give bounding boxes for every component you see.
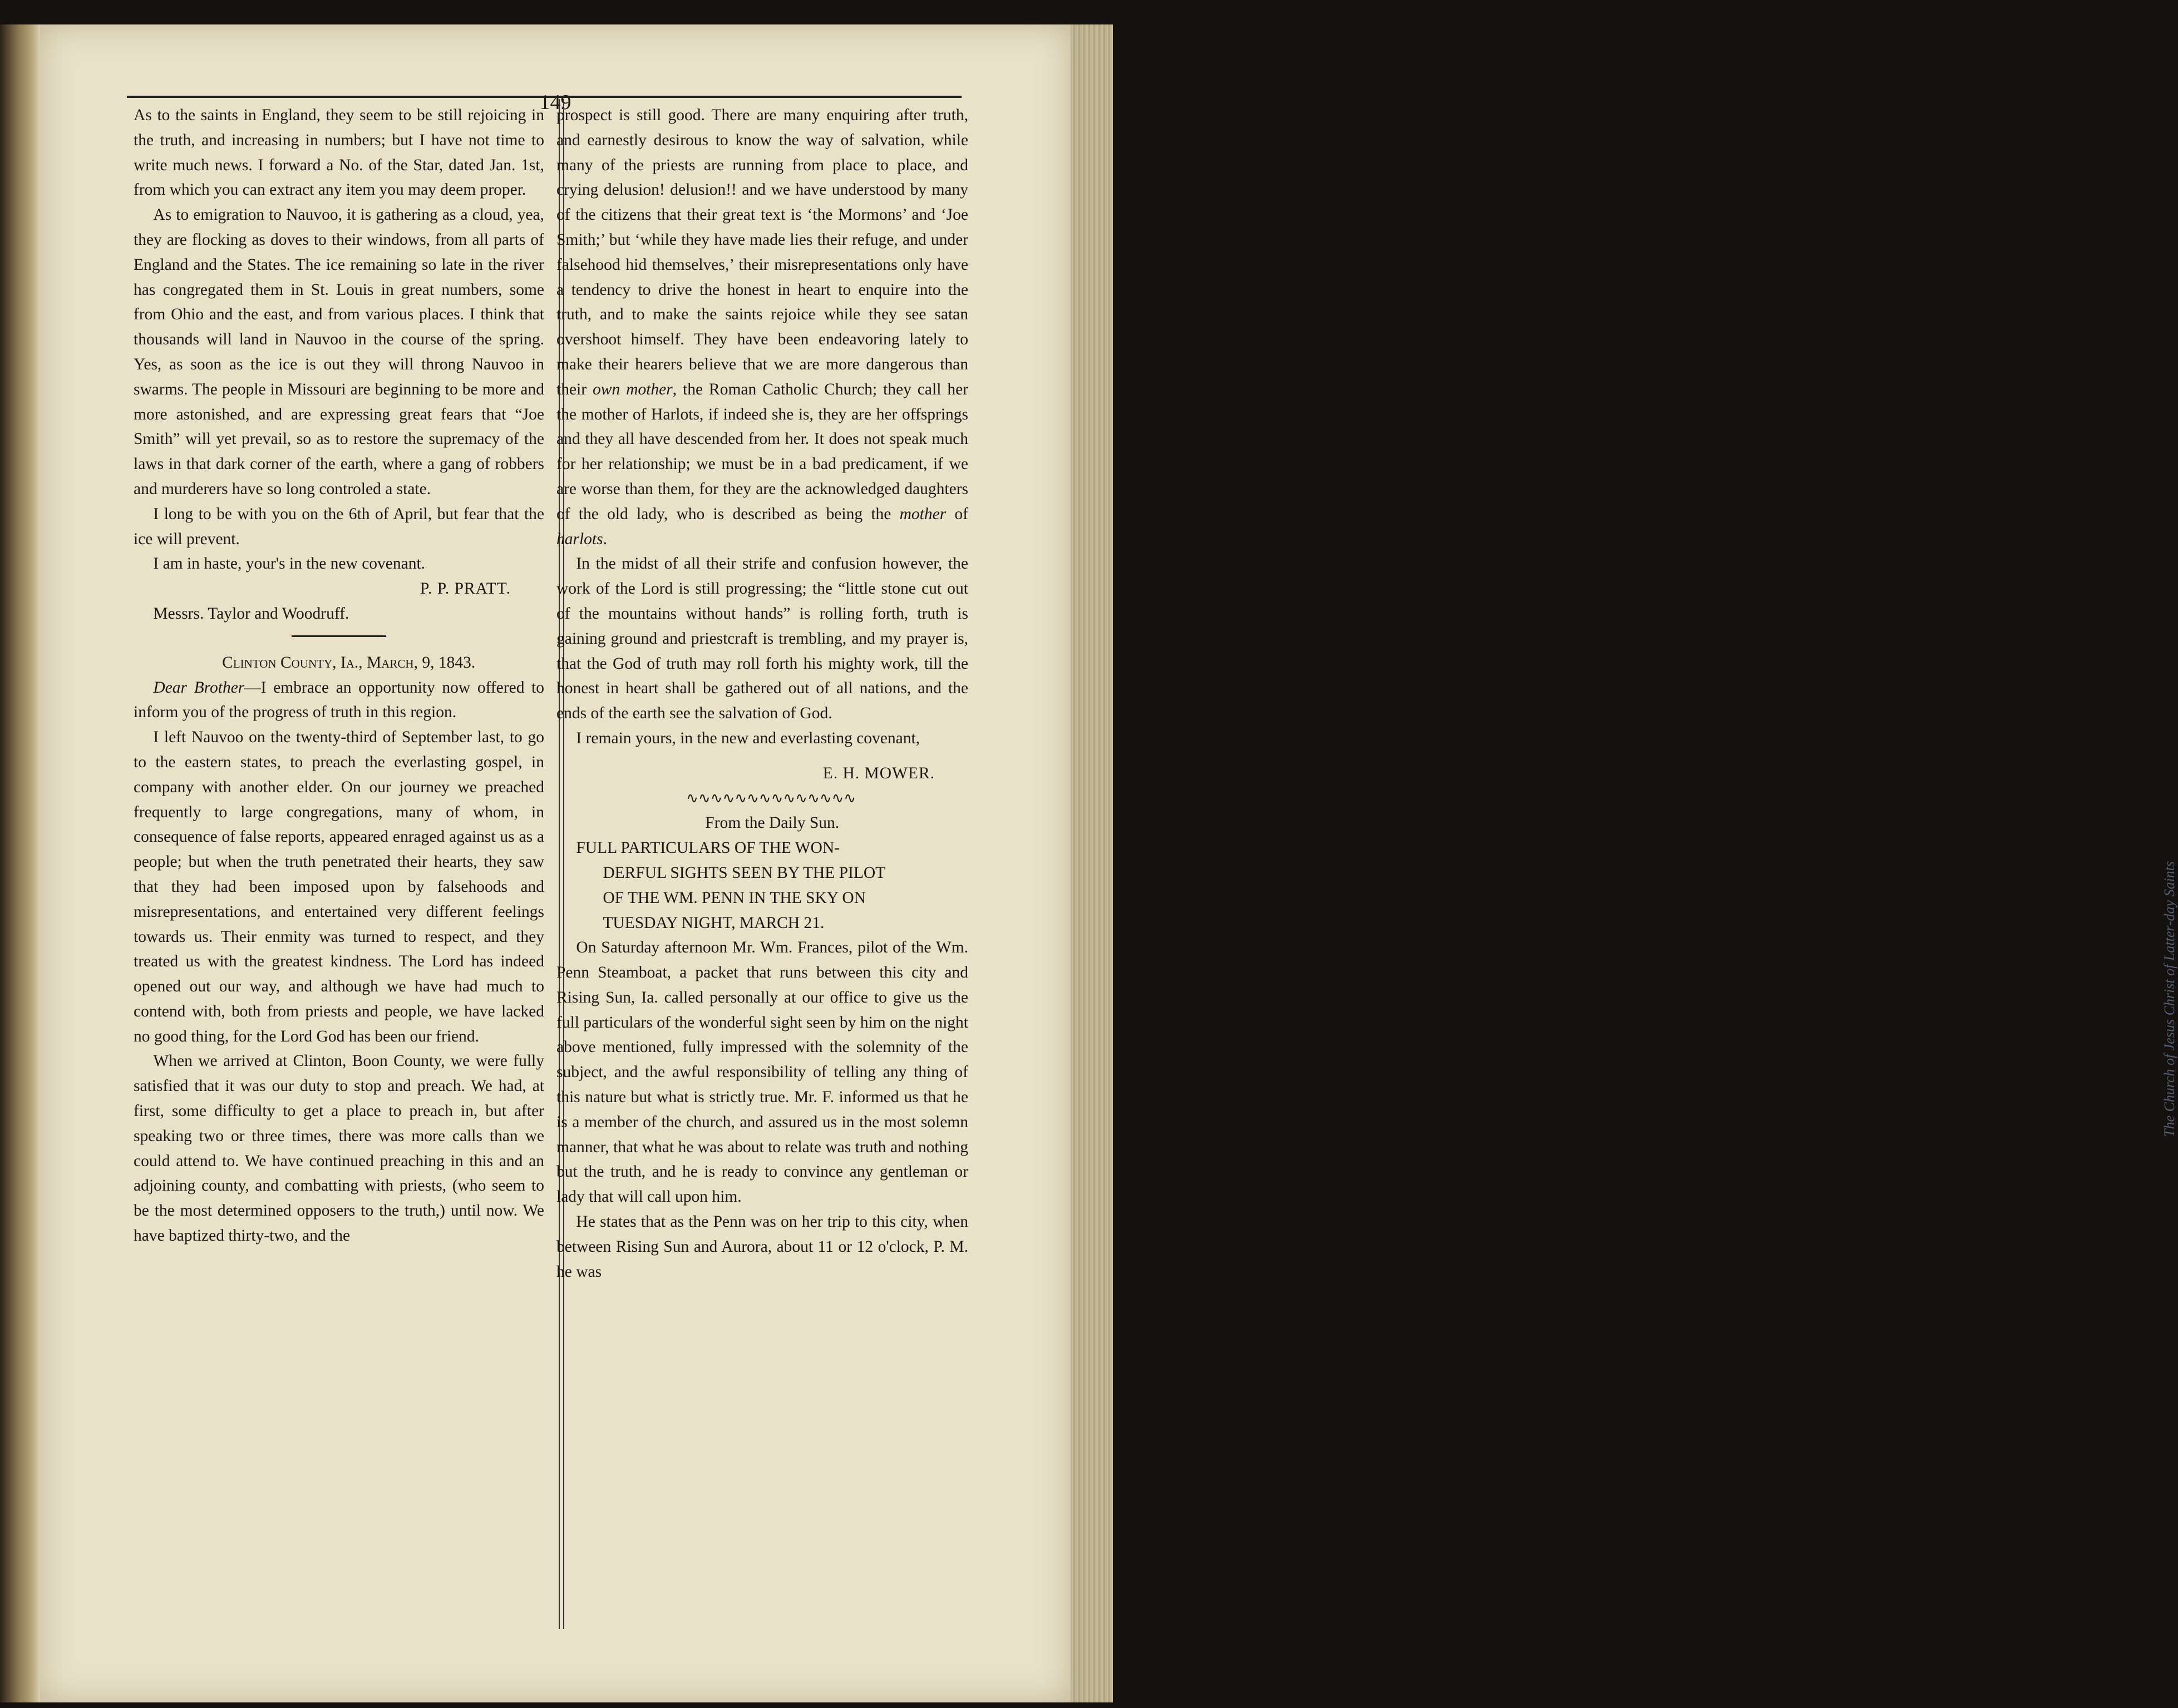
section-rule bbox=[292, 635, 386, 637]
paragraph: When we arrived at Clinton, Boon County, we were fully satisfied that it was our duty to stop and preach. We had, at first, some difficulty to get a place to preach in, but after speaking two or three times, there was more calls than we could attend to. We have continued preaching in this and an adjoining county, and combatting with priests, (who seem to be the most determined opposers to the truth,) until now. We have baptized thirty-two, and the bbox=[134, 1052, 544, 1245]
page-edge bbox=[1071, 24, 2177, 1702]
source-line: From the Daily Sun. bbox=[705, 814, 840, 832]
text-run: . bbox=[603, 530, 607, 548]
addressee: Messrs. Taylor and Woodruff. bbox=[153, 604, 349, 623]
letter-opening bbox=[134, 675, 544, 725]
salutation: Dear Brother bbox=[153, 678, 245, 697]
italic-mother: mother bbox=[899, 505, 947, 523]
paragraph: He states that as the Penn was on her trip to this city, when between Rising Sun and Aurora, about 11 or 12 o'clock, P. M. he was bbox=[556, 1213, 968, 1281]
headline-line-2: DERFUL SIGHTS SEEN BY THE PILOT bbox=[603, 863, 886, 882]
dateline: Clinton County, Ia., March, 9, 1843. bbox=[222, 653, 476, 672]
left-column bbox=[134, 103, 544, 1248]
paragraph: I remain yours, in the new and everlasting covenant, bbox=[576, 729, 920, 747]
paragraph: As to emigration to Nauvoo, it is gathering as a cloud, yea, they are flocking as doves to their windows, from all parts of England and the States. The ice remaining so late in the river has congregated them in St. Louis in great numbers, some from Ohio and the east, and from various places. I think that thousands will land in Nauvoo in the course of the spring. Yes, as soon as the ice is out they will throng Nauvoo in swarms. The people in Missouri are beginning to be more and more astonished, and are expressing great fears that “Joe Smith” will yet prevail, so as to restore the supremacy of the laws in that dark corner of the earth, where a gang of robbers and murderers have so long controled a state. bbox=[134, 206, 544, 498]
paragraph bbox=[556, 103, 968, 551]
headline-line-1: FULL PARTICULARS OF THE WON- bbox=[576, 839, 840, 857]
italic-own-mother: own mother bbox=[593, 380, 673, 398]
headline-line-4: TUESDAY NIGHT, MARCH 21. bbox=[603, 914, 825, 932]
header-rule bbox=[127, 96, 962, 98]
paragraph: On Saturday afternoon Mr. Wm. Frances, pilot of the Wm. Penn Steamboat, a packet that runs between this city and Rising Sun, Ia. called personally at our office to give us the full particulars of the wonderful sight seen by him on the night above mentioned, fully impressed with the solemnity of the subject, and the awful responsibility of telling any thing of this nature but what is strictly true. Mr. F. informed us that he is a member of the church, and assured us in the most solemn manner, that what he was about to relate was truth and nothing but the truth, and he is ready to convince any gentleman or lady that will call upon him. bbox=[556, 939, 968, 1206]
signature-pratt: P. P. PRATT. bbox=[420, 580, 511, 598]
spine-watermark: The Church of Jesus Christ of Latter-day Saints bbox=[2161, 861, 2177, 1137]
letter-opening-text: —I embrace an opportunity now offered to inform you of the progress of truth in this region. bbox=[134, 678, 544, 722]
italic-harlots: harlots bbox=[556, 530, 603, 548]
paragraph: I long to be with you on the 6th of April, but fear that the ice will prevent. bbox=[134, 505, 544, 548]
paragraph: I left Nauvoo on the twenty-third of September last, to go to the eastern states, to preach the everlasting gospel, in company with another elder. On our journey we preached frequently to large congregations, many of whom, in consequence of false reports, appeared enraged against us as a people; but when the truth penetrated their hearts, they saw that they had been imposed upon by falsehoods and misrepresentations, and entertained very different feelings towards us. Their enmity was turned to respect, and they treated us with the greatest kindness. The Lord has indeed opened out our way, and although we have had much to contend with, both from priests and people, we have lacked no good thing, for the Lord God has been our friend. bbox=[134, 728, 544, 1045]
page-number: 149 bbox=[539, 91, 571, 114]
paragraph: I am in haste, your's in the new covenant. bbox=[153, 555, 426, 573]
text-run: , the Roman Catholic Church; they call her the mother of Harlots, if indeed she is, they are her offsprings and they all have descended from her. It does not speak much for her relationship; we must be in a bad predicament, if we are worse than them, for they are the acknowledged daughters of the old lady, who is described as being the bbox=[556, 380, 968, 523]
paragraph: In the midst of all their strife and confusion however, the work of the Lord is still progressing; the “little stone cut out of the mountains without hands” is rolling forth, truth is gaining ground and priestcraft is trembling, and my prayer is, that the God of truth may roll forth his mighty work, till the honest in heart shall be gathered out of all nations, and the ends of the earth see the salvation of God. bbox=[556, 555, 968, 723]
text-run: of bbox=[946, 505, 968, 523]
right-column bbox=[556, 103, 968, 1284]
text-run: prospect is still good. There are many enquiring after truth, and earnestly desirous to know the way of salvation, while many of the priests are running from place to place, and crying delusion! delusion!! and we have understood by many of the citizens that their great text is ‘the Mormons’ and ‘Joe Smith;’ but ‘while they have made lies their refuge, and under falsehood hid themselves,’ their misrepresentations only have a tendency to drive the honest in heart to enquire into the truth, and to make the saints rejoice while they see satan overshoot himself. They have been endeavoring lately to make their hearers believe that we are more dangerous than their bbox=[556, 106, 968, 398]
headline-line-3: OF THE WM. PENN IN THE SKY ON bbox=[603, 888, 866, 907]
paragraph: As to the saints in England, they seem to be still rejoicing in the truth, and increasing in numbers; but I have not time to write much news. I forward a No. of the Star, dated Jan. 1st, from which you can extract any item you may deem proper. bbox=[134, 106, 544, 199]
ornament-divider: ∿∿∿∿∿∿∿∿∿∿∿∿∿∿ bbox=[686, 789, 856, 806]
signature-mower: E. H. MOWER. bbox=[822, 764, 935, 782]
book-gutter bbox=[0, 24, 40, 1702]
